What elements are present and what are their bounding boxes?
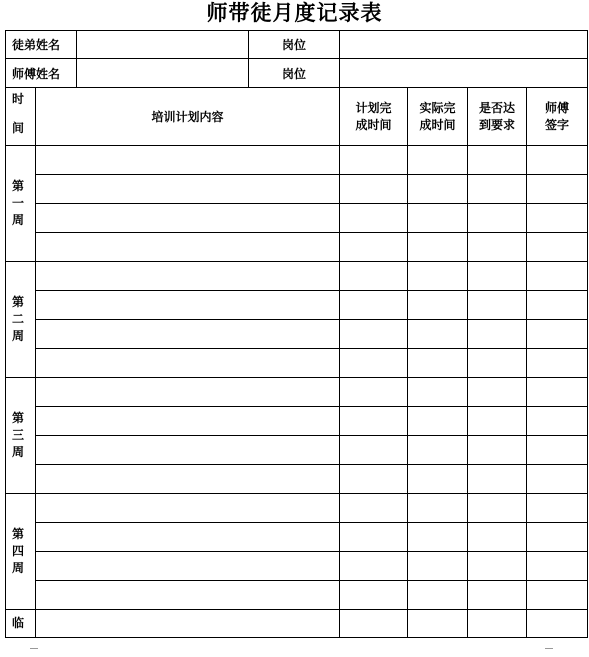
signature-cell[interactable] — [527, 494, 588, 523]
actual-time-cell[interactable] — [408, 407, 468, 436]
plan-time-cell[interactable] — [340, 349, 408, 378]
requirement-cell[interactable] — [468, 349, 527, 378]
actual-time-header — [408, 88, 468, 146]
week-4-char2: 四 — [12, 544, 25, 558]
actual-time-cell[interactable] — [408, 465, 468, 494]
signature-cell[interactable] — [527, 175, 588, 204]
actual-time-cell[interactable] — [408, 262, 468, 291]
table-row — [6, 581, 588, 610]
requirement-cell[interactable] — [468, 494, 527, 523]
requirement-cell[interactable] — [468, 320, 527, 349]
signature-cell[interactable] — [527, 204, 588, 233]
apprentice-position-label: 岗位 — [249, 31, 340, 59]
time-header-char2: 间 — [12, 121, 25, 135]
actual-time-cell[interactable] — [408, 349, 468, 378]
content-cell[interactable] — [36, 465, 340, 494]
signature-cell[interactable] — [527, 407, 588, 436]
signature-cell[interactable] — [527, 262, 588, 291]
requirement-cell[interactable] — [468, 581, 527, 610]
content-cell[interactable] — [36, 175, 340, 204]
requirement-cell[interactable] — [468, 233, 527, 262]
plan-time-cell[interactable] — [340, 523, 408, 552]
requirement-cell[interactable] — [468, 146, 527, 175]
table-row — [6, 233, 588, 262]
requirement-cell[interactable] — [468, 204, 527, 233]
week-1-char1: 第 — [12, 179, 25, 193]
requirement-cell[interactable] — [468, 552, 527, 581]
plan-time-cell[interactable] — [340, 146, 408, 175]
actual-time-cell[interactable] — [408, 552, 468, 581]
signature-cell[interactable] — [527, 581, 588, 610]
signature-cell[interactable] — [527, 465, 588, 494]
signature-cell[interactable] — [527, 233, 588, 262]
requirement-line1: 是否达 — [479, 100, 516, 115]
plan-time-line2: 成时间 — [355, 117, 392, 132]
content-cell[interactable] — [36, 378, 340, 407]
table-row — [6, 407, 588, 436]
actual-time-cell[interactable] — [408, 378, 468, 407]
content-cell[interactable] — [36, 233, 340, 262]
table-row — [6, 175, 588, 204]
master-name-label: 师傅姓名 — [6, 59, 77, 88]
table-row — [6, 494, 588, 523]
week-3-label — [6, 378, 36, 494]
plan-time-cell[interactable] — [340, 407, 408, 436]
signature-cell[interactable] — [527, 610, 588, 638]
requirement-line2: 到要求 — [479, 117, 516, 132]
requirement-cell[interactable] — [468, 465, 527, 494]
plan-time-cell[interactable] — [340, 465, 408, 494]
table-row — [6, 204, 588, 233]
actual-time-cell[interactable] — [408, 175, 468, 204]
week-1-label — [6, 146, 36, 262]
week-4-label — [6, 494, 36, 610]
apprentice-row — [6, 31, 588, 59]
content-cell[interactable] — [36, 581, 340, 610]
actual-time-cell[interactable] — [408, 146, 468, 175]
requirement-cell[interactable] — [468, 610, 527, 638]
table-row — [6, 552, 588, 581]
plan-time-cell[interactable] — [340, 291, 408, 320]
plan-time-cell[interactable] — [340, 581, 408, 610]
table-row — [6, 349, 588, 378]
plan-time-header — [340, 88, 408, 146]
plan-time-cell[interactable] — [340, 204, 408, 233]
plan-time-cell[interactable] — [340, 552, 408, 581]
column-header-row — [6, 88, 588, 146]
signature-line2: 签字 — [545, 117, 570, 132]
week-3-char3: 周 — [12, 445, 25, 459]
week-2-label — [6, 262, 36, 378]
requirement-cell[interactable] — [468, 291, 527, 320]
master-position-field[interactable] — [340, 59, 588, 88]
requirement-cell[interactable] — [468, 262, 527, 291]
actual-time-cell[interactable] — [408, 291, 468, 320]
actual-time-cell[interactable] — [408, 610, 468, 638]
signature-cell[interactable] — [527, 378, 588, 407]
master-name-field[interactable] — [77, 59, 249, 88]
content-cell[interactable] — [36, 494, 340, 523]
actual-time-cell[interactable] — [408, 494, 468, 523]
actual-time-line1: 实际完 — [419, 100, 456, 115]
signature-cell[interactable] — [527, 146, 588, 175]
table-row — [6, 320, 588, 349]
week-3-char1: 第 — [12, 411, 25, 425]
week-2-char2: 二 — [12, 312, 25, 326]
time-header-char1: 时 — [12, 92, 25, 106]
content-cell[interactable] — [36, 552, 340, 581]
actual-time-cell[interactable] — [408, 204, 468, 233]
requirement-cell[interactable] — [468, 407, 527, 436]
actual-time-cell[interactable] — [408, 523, 468, 552]
page-title: 师带徒月度记录表 — [206, 0, 383, 25]
content-cell[interactable] — [36, 146, 340, 175]
signature-cell[interactable] — [527, 320, 588, 349]
content-cell[interactable] — [36, 436, 340, 465]
apprentice-name-field[interactable] — [77, 31, 249, 59]
time-header — [6, 88, 36, 146]
record-table — [5, 30, 588, 638]
week-4-char1: 第 — [12, 527, 25, 541]
signature-cell[interactable] — [527, 523, 588, 552]
plan-time-line1: 计划完 — [355, 100, 392, 115]
temporary-label: 临 — [6, 610, 36, 638]
plan-time-cell[interactable] — [340, 262, 408, 291]
plan-time-cell[interactable] — [340, 378, 408, 407]
content-cell[interactable] — [36, 610, 340, 638]
content-cell[interactable] — [36, 204, 340, 233]
content-cell[interactable] — [36, 349, 340, 378]
content-cell[interactable] — [36, 291, 340, 320]
table-row — [6, 291, 588, 320]
requirement-header — [468, 88, 527, 146]
content-cell[interactable] — [36, 523, 340, 552]
week-2-char3: 周 — [12, 329, 25, 343]
table-row — [6, 610, 588, 638]
signature-cell[interactable] — [527, 349, 588, 378]
content-cell[interactable] — [36, 407, 340, 436]
master-position-label: 岗位 — [249, 59, 340, 88]
signature-cell[interactable] — [527, 436, 588, 465]
signature-line1: 师傅 — [545, 100, 570, 115]
actual-time-cell[interactable] — [408, 320, 468, 349]
table-row — [6, 262, 588, 291]
actual-time-line2: 成时间 — [419, 117, 456, 132]
actual-time-cell[interactable] — [408, 581, 468, 610]
table-row — [6, 146, 588, 175]
plan-time-cell[interactable] — [340, 320, 408, 349]
plan-time-cell[interactable] — [340, 610, 408, 638]
signature-cell[interactable] — [527, 552, 588, 581]
week-1-char2: 一 — [12, 196, 25, 210]
week-2-char1: 第 — [12, 295, 25, 309]
table-row — [6, 378, 588, 407]
signature-header — [527, 88, 588, 146]
content-cell[interactable] — [36, 262, 340, 291]
content-header: 培训计划内容 — [36, 88, 340, 146]
table-row — [6, 465, 588, 494]
table-row — [6, 436, 588, 465]
requirement-cell[interactable] — [468, 175, 527, 204]
requirement-cell[interactable] — [468, 523, 527, 552]
master-row — [6, 59, 588, 88]
actual-time-cell[interactable] — [408, 436, 468, 465]
signature-cell[interactable] — [527, 291, 588, 320]
apprentice-position-field[interactable] — [340, 31, 588, 59]
actual-time-cell[interactable] — [408, 233, 468, 262]
plan-time-cell[interactable] — [340, 175, 408, 204]
table-row — [6, 523, 588, 552]
requirement-cell[interactable] — [468, 436, 527, 465]
week-3-char2: 三 — [12, 428, 25, 442]
week-1-char3: 周 — [12, 213, 25, 227]
content-cell[interactable] — [36, 320, 340, 349]
plan-time-cell[interactable] — [340, 436, 408, 465]
plan-time-cell[interactable] — [340, 233, 408, 262]
week-4-char3: 周 — [12, 561, 25, 575]
apprentice-name-label: 徒弟姓名 — [6, 31, 77, 59]
plan-time-cell[interactable] — [340, 494, 408, 523]
requirement-cell[interactable] — [468, 378, 527, 407]
